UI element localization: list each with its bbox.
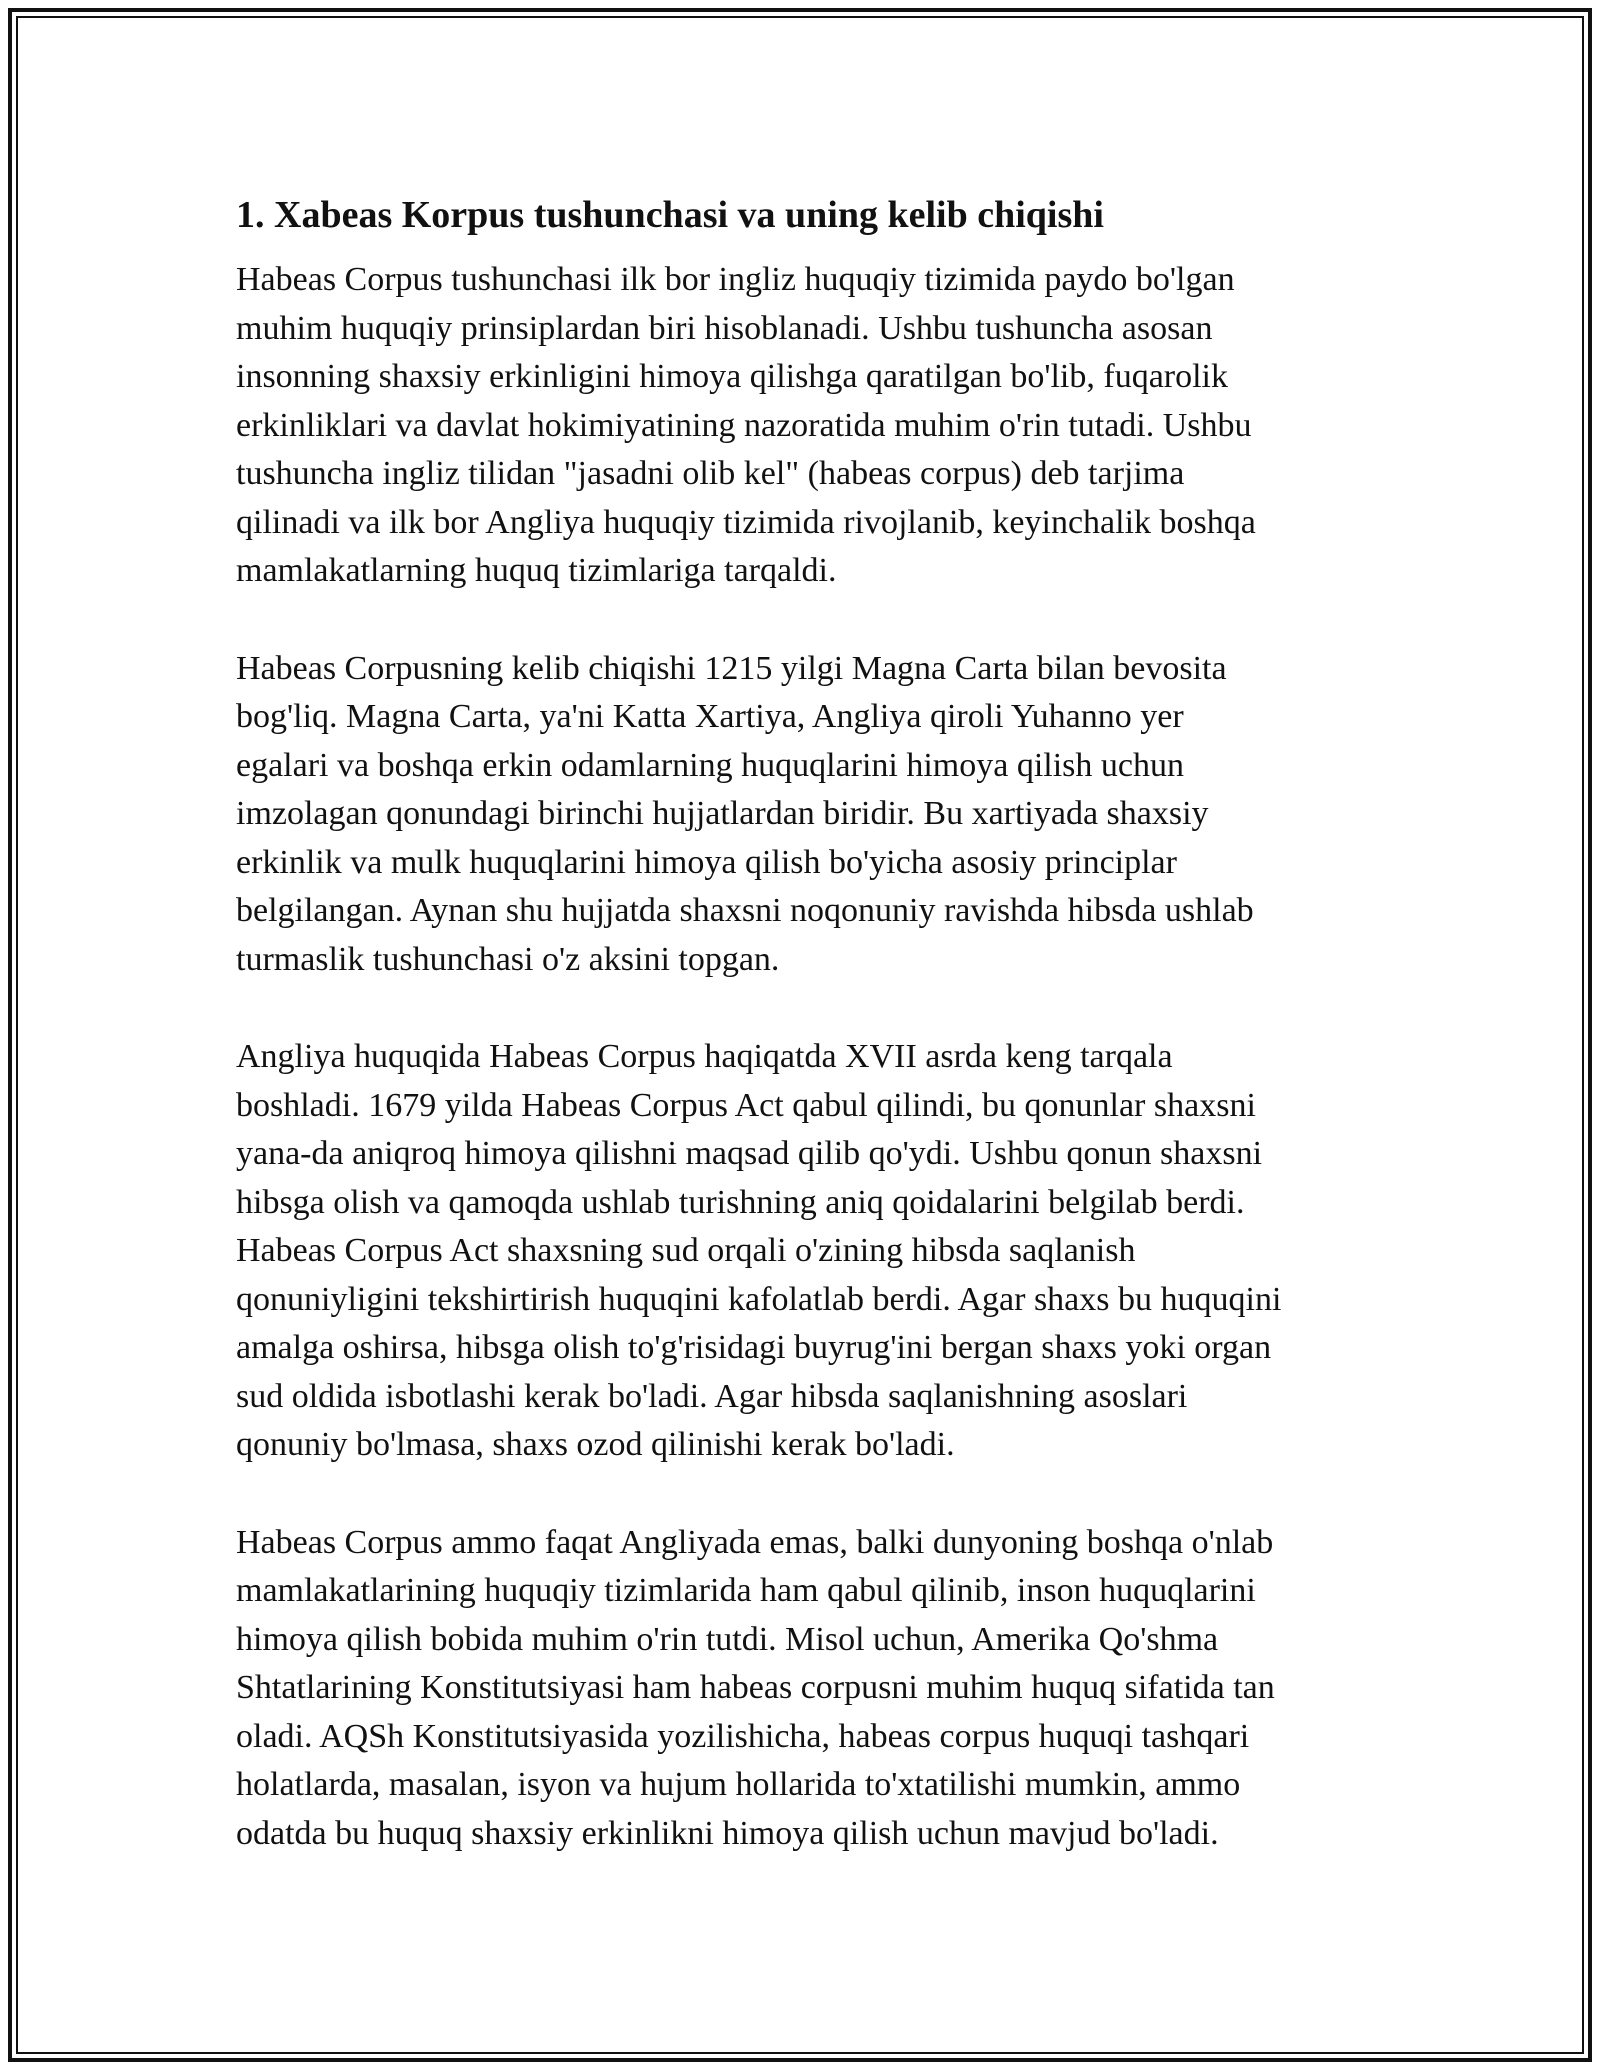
paragraph-line: Angliya huquqida Habeas Corpus haqiqatda XVII asrda keng tarqala	[236, 1038, 1173, 1075]
paragraph-line: mamlakatlarining huquqiy tizimlarida ham qabul qilinib, inson huquqlarini	[236, 1572, 1256, 1609]
paragraph-2	[236, 645, 1372, 985]
paragraph-line: qilinadi va ilk bor Angliya huquqiy tizimida rivojlanib, keyinchalik boshqa	[236, 503, 1256, 541]
paragraph-4	[236, 1519, 1372, 1859]
paragraph-line: yana-da aniqroq himoya qilishni maqsad qilib qo'ydi. Ushbu qonun shaxsni	[236, 1135, 1263, 1172]
paragraph-line: holatlarda, masalan, isyon va hujum hollarida to'xtatilishi mumkin, ammo	[236, 1766, 1241, 1803]
paragraph-line: tushuncha ingliz tilidan "jasadni olib kel" (habeas corpus) deb tarjima	[236, 455, 1185, 492]
paragraph-line: erkinlik va mulk huquqlarini himoya qilish bo'yicha asosiy principlar	[236, 843, 1177, 881]
paragraph-line: boshladi. 1679 yilda Habeas Corpus Act qabul qilindi, bu qonunlar shaxsni	[236, 1086, 1256, 1124]
paragraph-line: Habeas Corpusning kelib chiqishi 1215 yilgi Magna Carta bilan bevosita	[236, 649, 1227, 687]
paragraph-line: Shtatlarining Konstitutsiyasi ham habeas corpusni muhim huquq sifatida tan	[236, 1669, 1275, 1706]
paragraph-line: belgilangan. Aynan shu hujjatda shaxsni noqonuniy ravishda hibsda ushlab	[236, 892, 1254, 929]
document-page	[236, 188, 1372, 1907]
paragraph-line: qonuniyligini tekshirtirish huquqini kafolatlab berdi. Agar shaxs bu huquqini	[236, 1280, 1282, 1318]
paragraph-line: amalga oshirsa, hibsga olish to'g'risidagi buyrug'ini bergan shaxs yoki organ	[236, 1329, 1272, 1366]
paragraph-line: muhim huquqiy prinsiplardan biri hisoblanadi. Ushbu tushuncha asosan	[236, 309, 1213, 347]
paragraph-line: imzolagan qonundagi birinchi hujjatlardan biridir. Bu xartiyada shaxsiy	[236, 795, 1209, 832]
paragraph-line: hibsga olish va qamoqda ushlab turishning aniq qoidalarini belgilab berdi.	[236, 1183, 1245, 1221]
paragraph-3	[236, 1033, 1372, 1470]
paragraph-line: bog'liq. Magna Carta, ya'ni Katta Xartiya, Angliya qiroli Yuhanno yer	[236, 698, 1184, 735]
paragraph-line: egalari va boshqa erkin odamlarning huquqlarini himoya qilish uchun	[236, 746, 1184, 784]
paragraph-line: erkinliklari va davlat hokimiyatining nazoratida muhim o'rin tutadi. Ushbu	[236, 406, 1252, 444]
paragraph-line: Habeas Corpus Act shaxsning sud orqali o'zining hibsda saqlanish	[236, 1232, 1136, 1269]
paragraph-line: himoya qilish bobida muhim o'rin tutdi. Misol uchun, Amerika Qo'shma	[236, 1620, 1219, 1658]
paragraph-line: mamlakatlarning huquq tizimlariga tarqaldi.	[236, 552, 837, 589]
paragraph-line: sud oldida isbotlashi kerak bo'ladi. Agar hibsda saqlanishning asoslari	[236, 1377, 1188, 1415]
section-heading: 1. Xabeas Korpus tushunchasi va uning kelib chiqishi	[236, 194, 1104, 236]
paragraph-line: insonning shaxsiy erkinligini himoya qilishga qaratilgan bo'lib, fuqarolik	[236, 358, 1228, 395]
paragraph-line: qonuniy bo'lmasa, shaxs ozod qilinishi kerak bo'ladi.	[236, 1426, 955, 1463]
paragraph-line: oladi. AQSh Konstitutsiyasida yozilishicha, habeas corpus huquqi tashqari	[236, 1717, 1250, 1755]
paragraph-line: Habeas Corpus tushunchasi ilk bor ingliz huquqiy tizimida paydo bo'lgan	[236, 261, 1235, 298]
paragraph-line: turmaslik tushunchasi o'z aksini topgan.	[236, 940, 780, 978]
paragraph-line: Habeas Corpus ammo faqat Angliyada emas, balki dunyoning boshqa o'nlab	[236, 1523, 1274, 1561]
paragraph-1	[236, 256, 1372, 596]
paragraph-line: odatda bu huquq shaxsiy erkinlikni himoya qilish uchun mavjud bo'ladi.	[236, 1814, 1219, 1852]
